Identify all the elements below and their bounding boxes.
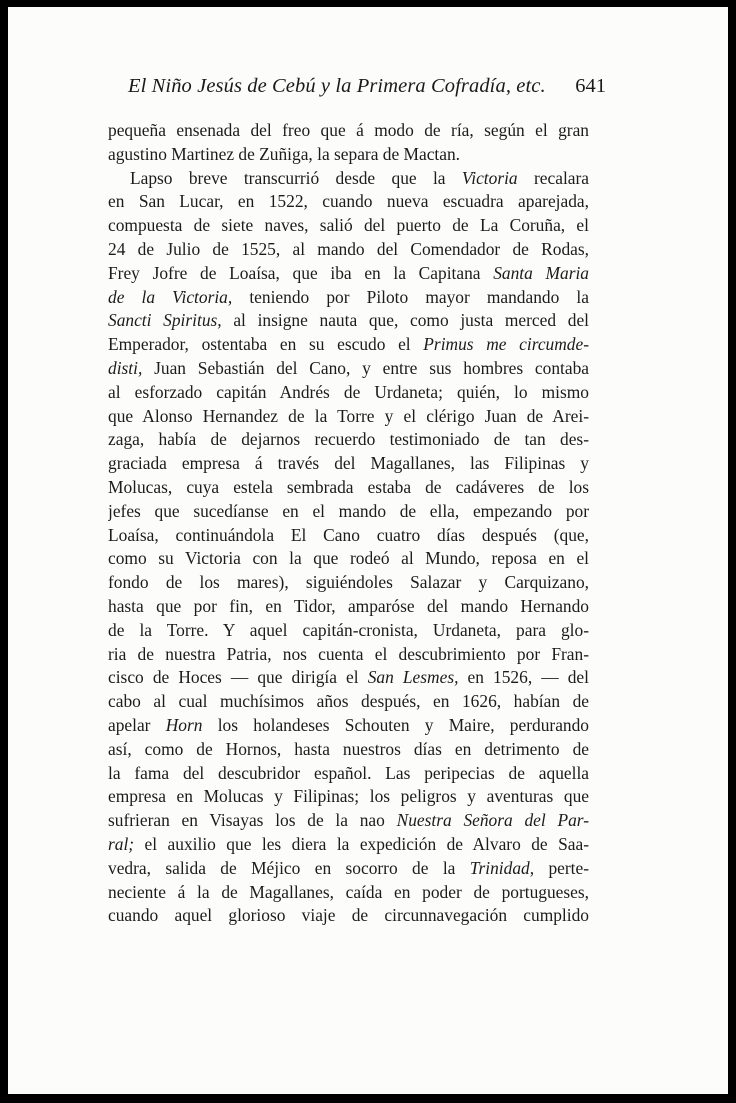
italic-text: Sancti Spiritus, — [108, 310, 222, 331]
italic-text: Primus me circumde- — [423, 334, 589, 355]
text-line — [108, 309, 589, 333]
text-segment: la fama del descubridor español. Las peripecias de aquella — [108, 762, 589, 783]
text-line — [108, 143, 589, 167]
text-line — [108, 524, 589, 548]
text-segment: Juan Sebastián del Cano, y entre sus hombres contaba — [142, 357, 589, 378]
text-line — [108, 167, 589, 191]
text-segment: apelar — [108, 714, 166, 735]
text-line — [108, 857, 589, 881]
italic-text: Santa Maria — [493, 262, 589, 283]
text-line — [108, 452, 589, 476]
text-line — [108, 881, 589, 905]
text-line — [108, 476, 589, 500]
italic-text: de la Victoria, — [108, 286, 233, 307]
italic-text: Horn — [165, 714, 203, 735]
text-line — [108, 428, 589, 452]
text-segment: neciente á la de Magallanes, caída en poder de portugueses, — [108, 881, 589, 902]
text-segment: graciada empresa á través del Magallanes, las Filipinas y — [108, 453, 589, 474]
text-segment: cuando aquel glorioso viaje de circunnavegación cumplido — [108, 905, 589, 926]
text-segment: empresa en Molucas y Filipinas; los peligros y aventuras que — [108, 786, 589, 807]
text-segment: sufrieran en Visayas los de la nao — [108, 810, 397, 831]
text-segment: al esforzado capitán Andrés de Urdaneta; quién, lo mismo — [108, 381, 589, 402]
text-segment: en 1526, — del — [458, 667, 589, 688]
text-line — [108, 595, 589, 619]
text-line — [108, 619, 589, 643]
text-line — [108, 190, 589, 214]
body-text — [108, 119, 589, 928]
text-segment: Frey Jofre de Loaísa, que iba en la Capitana — [108, 262, 494, 283]
italic-text: Victoria — [461, 167, 518, 188]
text-line — [108, 262, 589, 286]
text-line — [108, 690, 589, 714]
text-segment: así, como de Hornos, hasta nuestros días en detrimento de — [108, 738, 589, 759]
text-segment: en San Lucar, en 1522, cuando nueva escuadra aparejada, — [108, 191, 589, 212]
text-line — [108, 809, 589, 833]
book-page — [8, 7, 728, 1094]
text-line — [108, 119, 589, 143]
text-line — [108, 643, 589, 667]
text-segment: teniendo por Piloto mayor mandando la — [232, 286, 589, 307]
text-line — [108, 333, 589, 357]
text-line — [108, 547, 589, 571]
text-segment: hasta que por fin, en Tidor, amparóse del mando Hernando — [108, 595, 589, 616]
text-segment: fondo de los mares), siguiéndoles Salazar y Carquizano, — [108, 572, 589, 593]
text-line — [108, 714, 589, 738]
italic-text: Trinidad, — [469, 857, 535, 878]
text-segment: recalara — [517, 167, 589, 188]
text-line — [108, 405, 589, 429]
text-line — [108, 286, 589, 310]
text-line — [108, 785, 589, 809]
running-title: El Niño Jesús de Cebú y la Primera Cofradía, etc. — [128, 75, 546, 97]
text-segment: pequeña ensenada del freo que á modo de ría, según el gran — [108, 120, 589, 140]
text-segment: ria de nuestra Patria, nos cuenta el descubrimiento por Fran- — [108, 643, 589, 664]
text-line — [108, 357, 589, 381]
text-segment: vedra, salida de Méjico en socorro de la — [108, 857, 470, 878]
text-segment: al insigne nauta que, como justa merced del — [221, 310, 589, 331]
text-segment: de la Torre. Y aquel capitán-cronista, Urdaneta, para glo- — [108, 619, 589, 640]
text-segment: cisco de Hoces — que dirigía el — [108, 667, 368, 688]
text-segment: que Alonso Hernandez de la Torre y el clérigo Juan de Arei- — [108, 405, 589, 426]
text-segment: Emperador, ostentaba en su escudo el — [108, 334, 424, 355]
text-segment: los holandeses Schouten y Maire, perdurando — [202, 714, 589, 735]
text-line — [108, 381, 589, 405]
page-number: 641 — [575, 75, 606, 97]
text-segment: 24 de Julio de 1525, al mando del Comendador de Rodas, — [108, 238, 589, 259]
text-segment: agustino Martinez de Zuñiga, la separa de Mactan. — [108, 143, 461, 164]
text-segment: el auxilio que les diera la expedición de Alvaro de Saa- — [134, 833, 589, 854]
italic-text: Nuestra Señora del Par- — [396, 810, 589, 831]
text-line — [108, 738, 589, 762]
text-segment: zaga, había de dejarnos recuerdo testimoniado de tan des- — [108, 429, 589, 450]
text-line — [108, 500, 589, 524]
italic-text: ral; — [108, 833, 135, 854]
text-segment: jefes que sucedíanse en el mando de ella, empezando por — [108, 500, 589, 521]
text-line — [108, 238, 589, 262]
text-segment: cabo al cual muchísimos años después, en 1626, habían de — [108, 691, 589, 712]
italic-text: San Lesmes, — [367, 667, 459, 688]
text-segment: Loaísa, continuándola El Cano cuatro días después (que, — [108, 524, 589, 545]
text-line — [108, 571, 589, 595]
text-line — [108, 904, 589, 928]
text-line — [108, 833, 589, 857]
text-segment: Lapso breve transcurrió desde que la — [130, 167, 462, 188]
text-line — [108, 762, 589, 786]
text-segment: Molucas, cuya estela sembrada estaba de cadáveres de los — [108, 476, 589, 497]
text-line — [108, 214, 589, 238]
text-line — [108, 666, 589, 690]
text-segment: compuesta de siete naves, salió del puerto de La Coruña, el — [108, 215, 589, 236]
text-segment: perte- — [534, 857, 589, 878]
text-segment: como su Victoria con la que rodeó al Mundo, reposa en el — [108, 548, 589, 569]
italic-text: disti, — [108, 357, 143, 378]
page-header — [108, 75, 606, 105]
